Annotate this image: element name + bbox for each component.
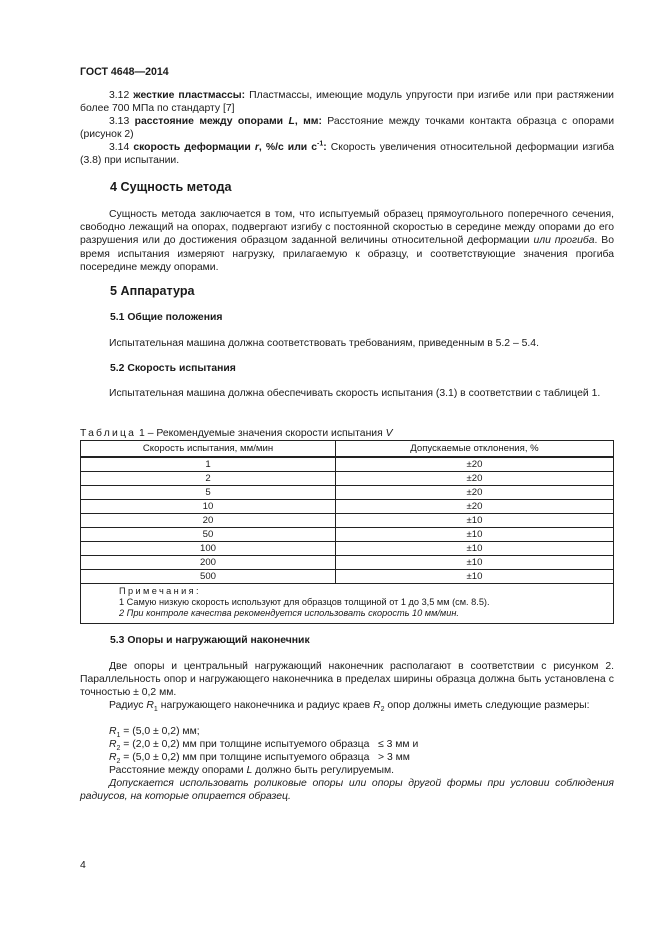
term: жесткие пластмассы: [133, 90, 246, 101]
section-5-3-paragraph: Две опоры и центральный нагружающий наконечник располагают в соответствии с рисунком 2. Параллельность опор и нагружающего наконечника в пределах ширины образца должна быть установлена с точностью ± 0,2 мм. [80, 661, 614, 699]
section-5-heading: 5 Аппаратура [110, 284, 195, 298]
table-notes-row [81, 584, 614, 624]
section-5-3-heading: 5.3 Опоры и нагружающий наконечник [110, 635, 310, 646]
column-header-speed: Скорость испытания, мм/мин [81, 441, 336, 458]
definition-3-13 [80, 115, 614, 141]
page-number: 4 [80, 860, 86, 871]
term: расстояние между опорами L, мм: [134, 116, 322, 127]
term: скорость деформации r, %/с или $с^{-1}$: [133, 140, 327, 153]
definition-text: Пластмассы, имеющие модуль упругости при изгибе или при растяжении более 700 МПа по стандарту [7] [80, 90, 614, 115]
r2-value-thick: $R_2 = (5,0 \pm 0,2)$ мм при толщине испытуемого образца > 3 мм [109, 752, 410, 766]
table-row: 2 ±20 [81, 472, 614, 486]
document-header: ГОСТ 4648—2014 [80, 66, 169, 78]
table-row: 500 ±10 [81, 570, 614, 584]
table-header-row [81, 441, 614, 458]
table-row: 10 ±20 [81, 500, 614, 514]
definition-text: Скорость увеличения относительной деформации изгиба (3.8) при испытании. [80, 142, 614, 167]
allowed-supports-text: Допускается использовать роликовые опоры или опоры другой формы при условии соблюдения радиусов, на которые опирается образец. [80, 778, 614, 803]
section-4-heading: 4 Сущность метода [110, 180, 232, 194]
notes-title: Примечания: [119, 586, 201, 596]
definition-3-12 [80, 89, 614, 115]
support-distance-text: Расстояние между опорами L должно быть регулируемым. [109, 765, 395, 776]
table-row: 100 ±10 [81, 542, 614, 556]
table-row: 50 ±10 [81, 528, 614, 542]
table-row: 20 ±10 [81, 514, 614, 528]
table-caption: Таблица 1 – Рекомендуемые значения скорости испытания V [80, 428, 393, 439]
definition-3-14 [80, 141, 614, 167]
table-notes [81, 584, 614, 624]
r2-value-thin: $R_2 = (2,0 \pm 0,2)$ мм при толщине испытуемого образца ≤ 3 мм и [109, 739, 419, 753]
section-5-2-heading: 5.2 Скорость испытания [110, 363, 236, 374]
column-header-deviation: Допускаемые отклонения, % [336, 441, 614, 458]
clause-number: 3.12 [109, 90, 130, 101]
section-5-2-text: Испытательная машина должна обеспечивать скорость испытания (3.1) в соответствии с таблицей 1. [109, 388, 601, 399]
section-5-1-heading: 5.1 Общие положения [110, 312, 223, 323]
table-row: 1 ±20 [81, 457, 614, 472]
speed-table [80, 440, 614, 624]
r1-value: $R_1 = (5,0 \pm 0,2)$ мм; [109, 726, 200, 740]
clause-number: 3.13 [109, 116, 130, 127]
table-row: 5 ±20 [81, 486, 614, 500]
clause-number: 3.14 [109, 142, 130, 153]
table-row: 200 ±10 [81, 556, 614, 570]
section-5-1-text: Испытательная машина должна соответствовать требованиям, приведенным в 5.2 – 5.4. [109, 338, 539, 349]
radius-paragraph: Радиус $R_1$ нагружающего наконечника и радиус краев $R_2$ опор должны иметь следующие размеры: [109, 700, 590, 714]
note-1: 1 Самую низкую скорость используют для образцов толщиной от 1 до 3,5 мм (см. 8.5). [119, 597, 490, 608]
definition-text: Расстояние между точками контакта образца с опорами (рисунок 2) [80, 116, 614, 141]
note-2: 2 При контроле качества рекомендуется использовать скорость 10 мм/мин. [119, 608, 459, 619]
section-4-paragraph: Сущность метода заключается в том, что испытуемый образец прямоугольного поперечного сечения, свободно лежащий на опорах, подвергают изгибу с постоянной скоростью в середине между опорами до его разрушения или до достижения образцом заданной величины относительной деформации или прогиба. Во время испытания измеряют нагрузку, прилагаемую к образцу, и соответствующие значения прогиба посередине между опорами. [80, 209, 615, 273]
